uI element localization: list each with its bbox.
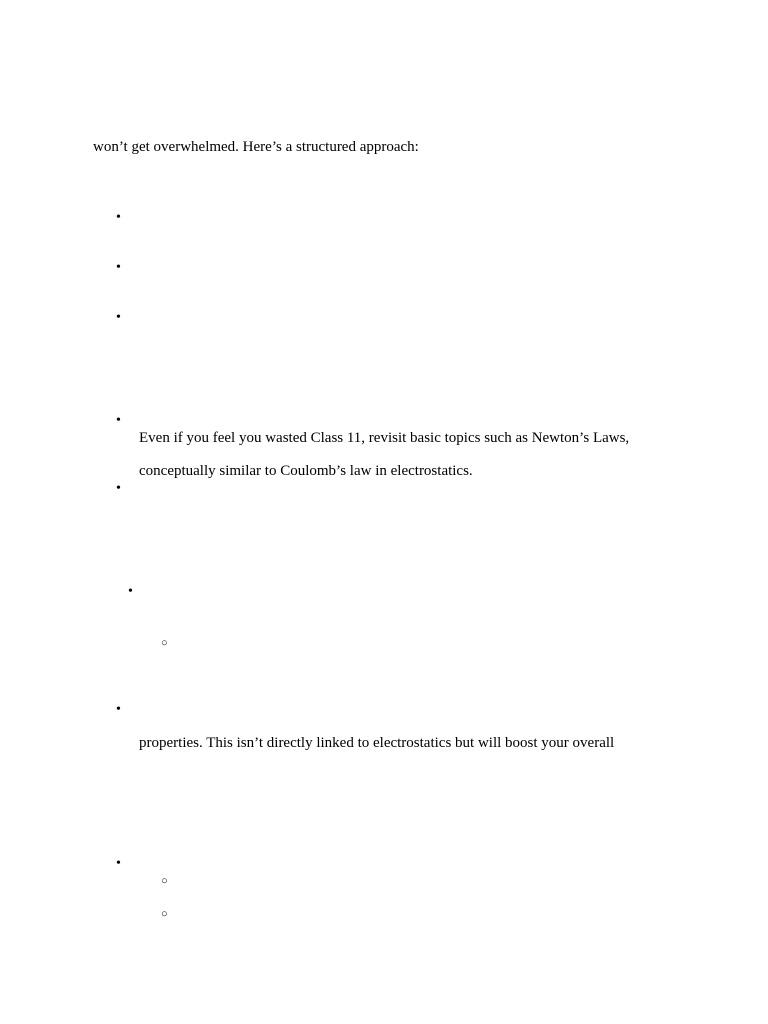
- list-bullet: [116, 211, 121, 225]
- list-bullet: [116, 857, 121, 871]
- list-bullet: [116, 482, 121, 496]
- intro-text: won’t get overwhelmed. Here’s a structured approach:: [93, 139, 419, 155]
- sub-list-bullet: [161, 636, 168, 650]
- sub-list-bullet: [161, 874, 168, 888]
- list-item-text: conceptually similar to Coulomb’s law in electrostatics.: [139, 463, 473, 479]
- sub-list-bullet: [161, 907, 168, 921]
- list-item-text: properties. This isn’t directly linked to electrostatics but will boost your overall: [139, 735, 615, 751]
- list-bullet: [116, 703, 121, 717]
- list-bullet: [116, 414, 121, 428]
- list-bullet: [116, 261, 121, 275]
- list-bullet: [128, 585, 133, 599]
- list-bullet: [116, 311, 121, 325]
- list-item-text: Even if you feel you wasted Class 11, revisit basic topics such as Newton’s Laws,: [139, 430, 630, 446]
